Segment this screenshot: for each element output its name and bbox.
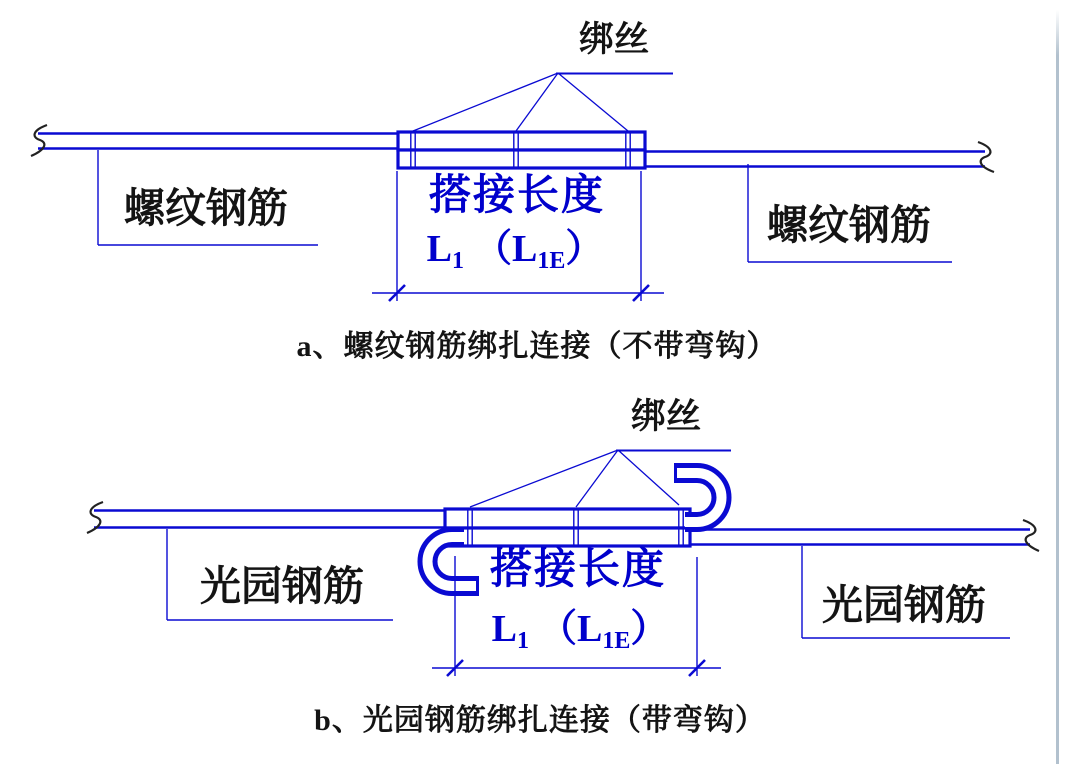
b-lap-upper-bar <box>445 509 690 528</box>
b-right-bar-label: 光园钢筋 <box>822 582 986 628</box>
a-left-bar-label: 螺纹钢筋 <box>124 185 288 231</box>
b-caption: b、光园钢筋绑扎连接（带弯钩） <box>314 704 766 737</box>
b-lap-length-label: 搭接长度 <box>489 547 667 593</box>
a-wire-leaders <box>413 73 628 131</box>
window-border-right <box>1056 10 1059 764</box>
a-lap-length-symbol: L1 （L1E） <box>426 228 604 274</box>
a-right-bar-label: 螺纹钢筋 <box>767 202 931 248</box>
a-left-break-mark <box>31 125 47 156</box>
a-caption: a、螺纹钢筋绑扎连接（不带弯钩） <box>296 330 778 363</box>
b-right-break-mark <box>1023 520 1039 551</box>
a-lap-length-label: 搭接长度 <box>428 173 606 219</box>
a-lap-upper-bar <box>398 132 645 150</box>
a-binding-wire-label: 绑丝 <box>578 20 650 59</box>
b-lap-lower-bar <box>445 528 690 546</box>
b-binding-wire-label: 绑丝 <box>630 397 702 436</box>
b-wire-leaders <box>470 450 679 507</box>
b-left-bar-label: 光园钢筋 <box>200 563 364 609</box>
b-lap-length-symbol: L1 （L1E） <box>491 608 669 654</box>
a-lap-lower-bar <box>398 150 645 168</box>
